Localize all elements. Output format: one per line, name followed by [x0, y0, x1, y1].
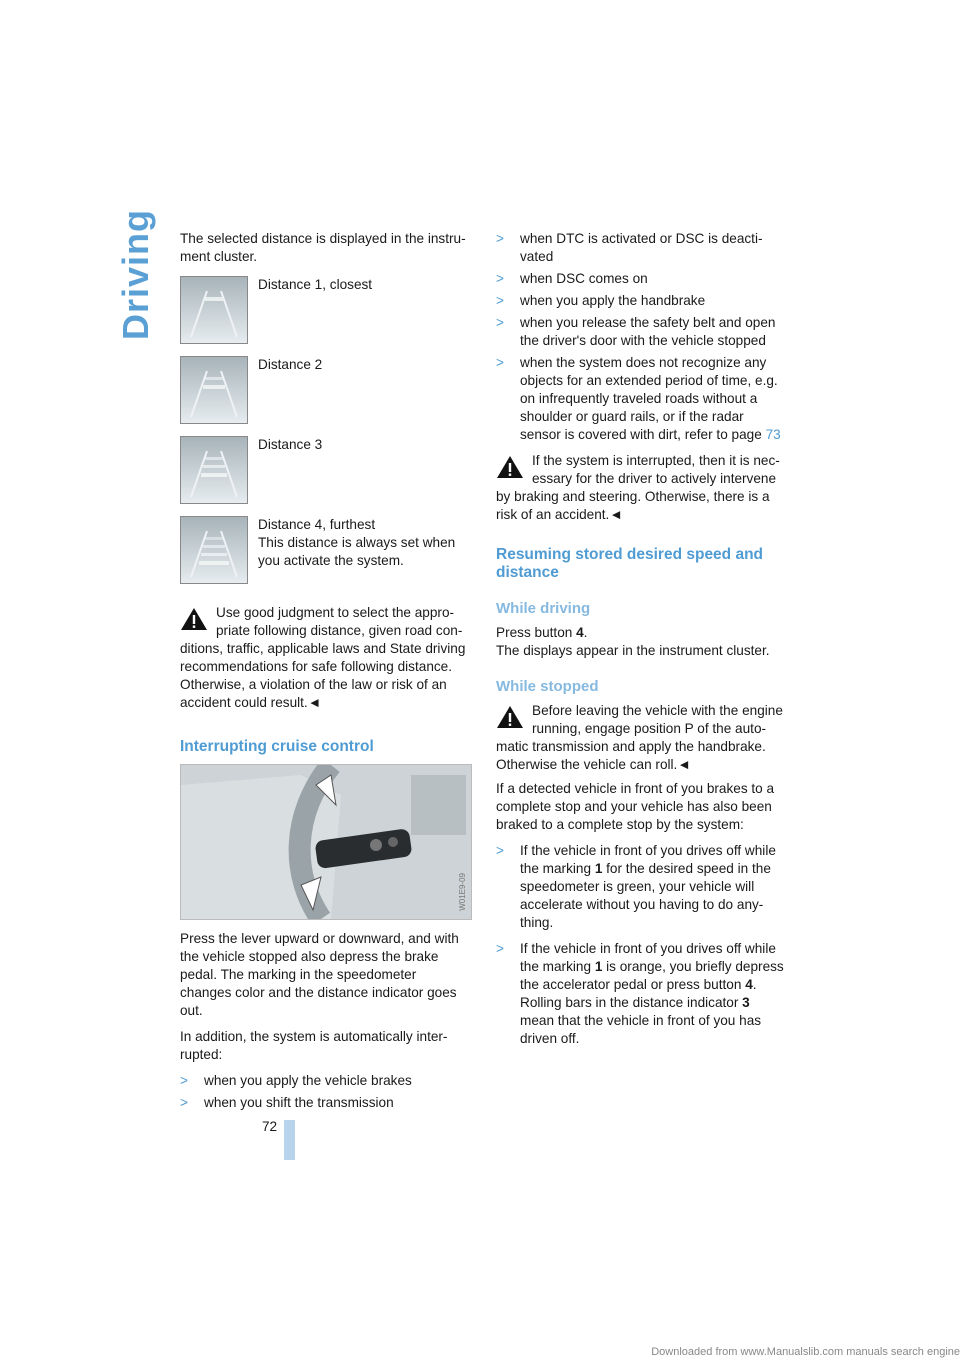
stop-bullet-2-a: If the vehicle in front of you drives off while the marking — [520, 941, 776, 974]
bullet-marker: > — [496, 293, 504, 308]
bullet-marker: > — [180, 1073, 188, 1088]
list-item-text: when you apply the vehicle brakes — [204, 1073, 412, 1088]
list-item-text: when you apply the handbrake — [520, 293, 706, 308]
stop-bullet-2-d: mean that the vehicle in front of you has driven off. — [520, 1013, 762, 1046]
stop-bullet-1-b: for the desired speed in the speedometer is green, your vehicle will accelerate without you having to do any-thing. — [520, 861, 771, 930]
press-button-text — [496, 624, 786, 642]
stop-bullet-2-b: is orange, you briefly depress the accelerator pedal or press button — [520, 959, 784, 992]
detected-vehicle-text: If a detected vehicle in front of you brakes to a complete stop and your vehicle has also been braked to a complete stop by the system: — [496, 781, 775, 832]
list-item — [180, 1094, 470, 1112]
warning-text-distance: Use good judgment to select the appro-priate following distance, given road con-ditions, traffic, applicable laws and State driving recommendations for safe following distance. Otherwise, a violation of the law or risk of an accident could result.◄ — [180, 605, 466, 710]
list-item — [496, 292, 786, 310]
warning-triangle-icon — [180, 606, 208, 632]
distance-4-icon — [180, 516, 248, 584]
press-lever-text: Press the lever upward or downward, and with the vehicle stopped also depress the brake pedal. The marking in the speedometer changes color and the distance indicator goes out. — [180, 931, 459, 1018]
warning-text-interrupted: If the system is interrupted, then it is nec-essary for the driver to actively intervene by braking and steering. Otherwise, there is a risk of an accident.◄ — [496, 453, 780, 522]
heading-interrupting: Interrupting cruise control — [180, 738, 374, 755]
distance-2-icon — [180, 356, 248, 424]
list-item — [496, 314, 786, 350]
list-item — [496, 270, 786, 288]
cruise-control-lever-photo — [180, 764, 472, 920]
bullet-marker: > — [496, 355, 504, 370]
right-column — [496, 230, 786, 1052]
marking-number: 1 — [594, 959, 603, 974]
press-button-pre: Press button — [496, 625, 577, 640]
marking-number: 1 — [594, 861, 603, 876]
distance-1-label: Distance 1, closest — [258, 277, 373, 292]
distance-row-3 — [180, 430, 470, 510]
footer-watermark: Downloaded from www.Manualslib.com manuals search engine — [651, 1346, 960, 1358]
list-item-text: when DTC is activated or DSC is deacti-vated — [520, 231, 763, 264]
subheading-while-driving: While driving — [496, 600, 591, 617]
distance-3-icon — [180, 436, 248, 504]
distance-4-note: This distance is always set when you activate the system. — [258, 535, 456, 568]
distance-4-label — [258, 516, 470, 570]
page-marker-bar — [284, 1120, 295, 1160]
bullet-marker: > — [496, 271, 504, 286]
bullet-marker: > — [180, 1095, 188, 1110]
warning-text-stopped: Before leaving the vehicle with the engine running, engage position P of the auto-matic transmission and apply the handbrake. Otherwise the vehicle can roll.◄ — [496, 703, 783, 772]
press-button-post: . — [583, 625, 588, 640]
list-item-text: when you shift the transmission — [204, 1095, 394, 1110]
auto-interrupt-text: In addition, the system is automatically inter-rupted: — [180, 1029, 448, 1062]
warning-triangle-icon — [496, 704, 524, 730]
bullet-marker: > — [496, 843, 504, 858]
distance-3-label: Distance 3 — [258, 437, 323, 452]
stop-bullet-2-c: . Rolling bars in the distance indicator — [520, 977, 757, 1010]
distance-2-label: Distance 2 — [258, 357, 323, 372]
list-item-text: when the system does not recognize any objects for an extended period of time, e.g. on infrequently traveled roads without a shoulder or guard rails, or if the radar sensor is covered with dirt, refer to page — [520, 355, 778, 442]
subheading-while-stopped: While stopped — [496, 678, 599, 695]
button-number: 4 — [576, 625, 584, 640]
distance-row-1 — [180, 270, 470, 350]
list-item-text: when you release the safety belt and open the driver's door with the vehicle stopped — [520, 315, 776, 348]
distance-row-2 — [180, 350, 470, 430]
distance-row-4 — [180, 510, 470, 596]
list-item — [496, 842, 786, 932]
page-number: 72 — [262, 1119, 278, 1134]
bullet-marker: > — [496, 941, 504, 956]
warning-block-interrupted — [496, 452, 786, 524]
warning-block-distance — [180, 604, 470, 712]
warning-triangle-icon — [496, 454, 524, 480]
distance-1-icon — [180, 276, 248, 344]
section-title: Driving — [115, 208, 156, 340]
warning-block-stopped — [496, 702, 786, 774]
distance-4-title: Distance 4, furthest — [258, 517, 376, 532]
photo-code: W01E9-09 — [458, 873, 467, 911]
bullet-marker: > — [496, 315, 504, 330]
intro-text: The selected distance is displayed in the instru-ment cluster. — [180, 231, 466, 264]
bullet-marker: > — [496, 231, 504, 246]
displays-appear-text: The displays appear in the instrument cluster. — [496, 643, 770, 658]
list-item — [496, 354, 786, 444]
button-number: 4 — [745, 977, 753, 992]
page-ref-link[interactable]: 73 — [765, 427, 781, 442]
indicator-number: 3 — [742, 995, 750, 1010]
list-item — [180, 1072, 470, 1090]
list-item — [496, 230, 786, 266]
heading-resuming: Resuming stored desired speed and distance — [496, 546, 764, 581]
list-item — [496, 940, 786, 1048]
stop-bullet-1-a: If the vehicle in front of you drives off while the marking — [520, 843, 776, 876]
left-column — [180, 230, 470, 1116]
list-item-text: when DSC comes on — [520, 271, 648, 286]
